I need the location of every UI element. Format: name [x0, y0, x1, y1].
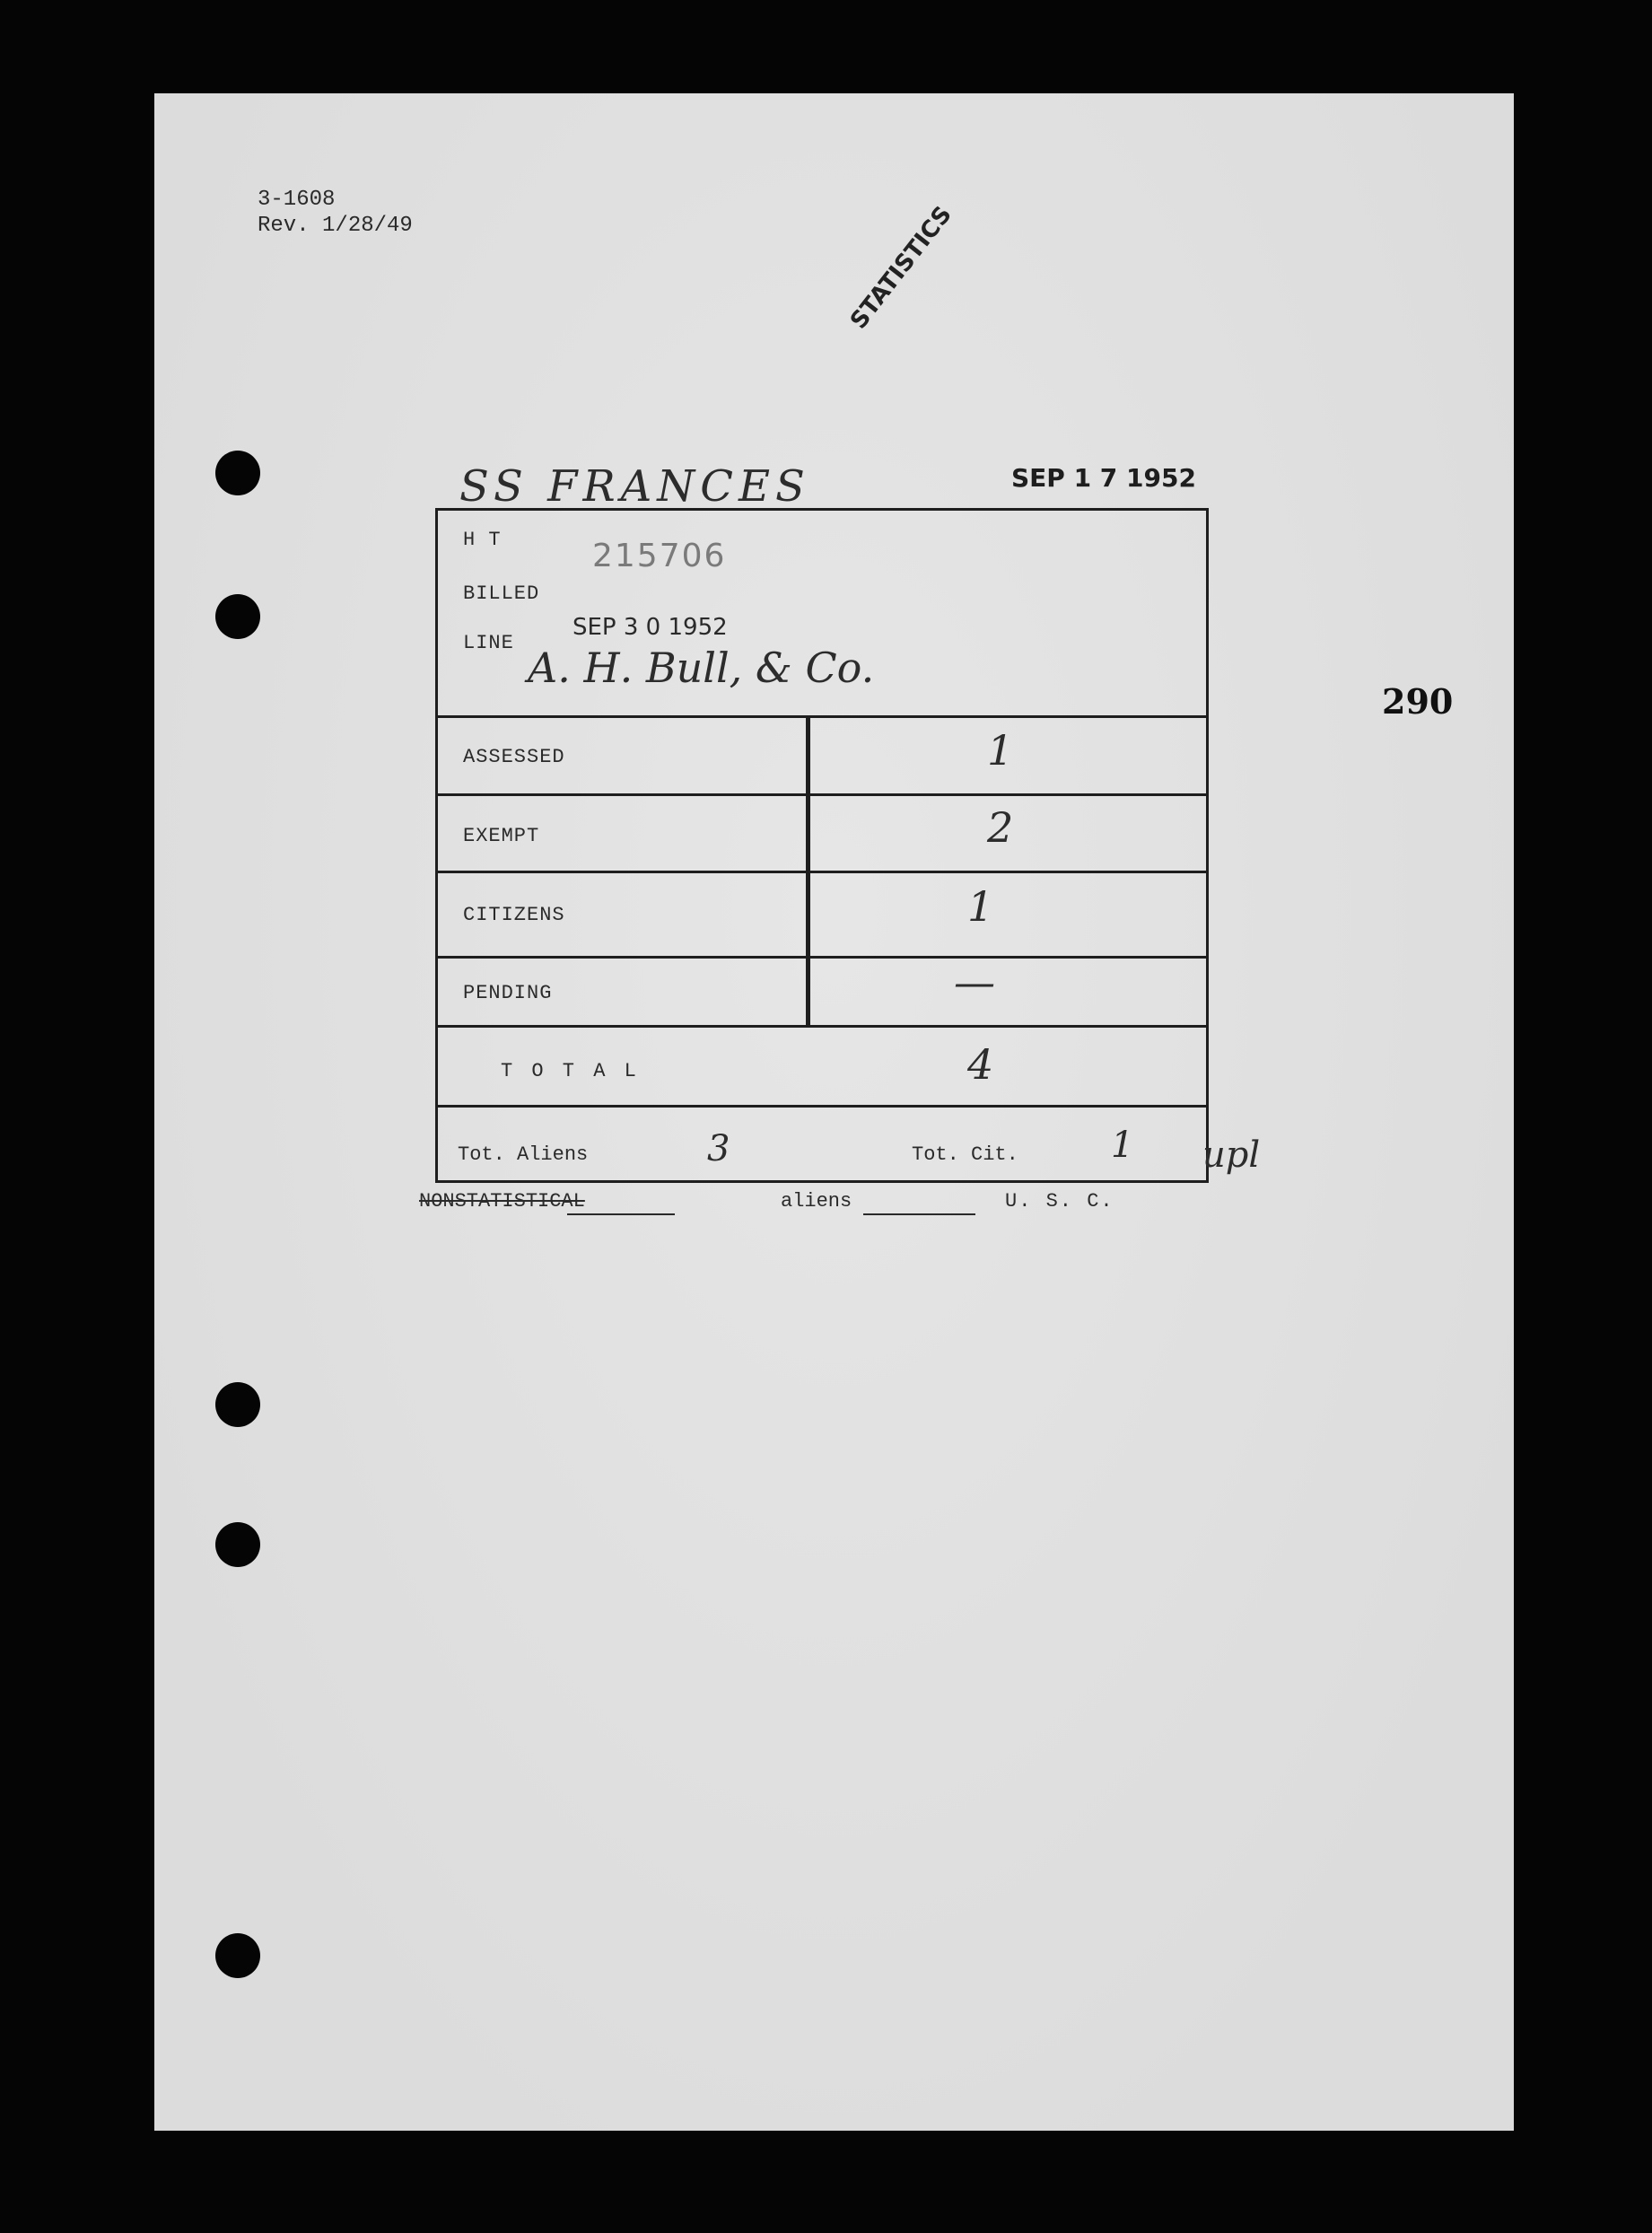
billed-label: BILLED	[463, 582, 540, 605]
total-label: T O T A L	[501, 1060, 640, 1082]
exempt-value: 2	[987, 803, 1014, 852]
tot-cit-value: 1	[1111, 1125, 1134, 1166]
statistics-stamp: STATISTICS	[845, 201, 957, 335]
usc-label: U. S. C.	[1005, 1190, 1114, 1213]
punch-hole	[215, 594, 260, 639]
form-number: 3-1608	[258, 188, 336, 212]
exempt-label: EXEMPT	[463, 825, 540, 847]
total-value: 4	[967, 1040, 994, 1089]
citizens-label: CITIZENS	[463, 904, 565, 926]
ht-number-stamp: 215706	[592, 538, 727, 574]
aliens-label: aliens	[781, 1190, 852, 1213]
received-date-stamp: SEP 1 7 1952	[1011, 463, 1196, 493]
pending-label: PENDING	[463, 982, 553, 1004]
nonstatistical-label: NONSTATISTICAL	[419, 1190, 585, 1213]
citizens-value: 1	[967, 882, 994, 931]
tot-aliens-value: 3	[707, 1128, 730, 1169]
form-revision: Rev. 1/28/49	[258, 214, 413, 238]
billed-date-stamp: SEP 3 0 1952	[573, 614, 728, 641]
pending-value: —	[954, 958, 995, 1006]
punch-hole	[215, 1522, 260, 1567]
punch-hole	[215, 1933, 260, 1978]
aliens-underline	[863, 1213, 975, 1215]
tot-aliens-label: Tot. Aliens	[458, 1143, 589, 1166]
line-value: A. H. Bull, & Co.	[528, 644, 875, 692]
assessed-value: 1	[987, 726, 1014, 775]
tot-cit-label: Tot. Cit.	[912, 1143, 1018, 1166]
tally-form	[435, 508, 1209, 1183]
page-number: 290	[1382, 681, 1454, 722]
line-label: LINE	[463, 632, 514, 654]
assessed-label: ASSESSED	[463, 746, 565, 768]
ht-label: H T	[463, 529, 502, 551]
nonstatistical-underline	[567, 1213, 675, 1215]
document-page	[154, 93, 1514, 2131]
inspector-initials: upl	[1202, 1134, 1261, 1176]
ship-name: SS FRANCES	[459, 461, 810, 512]
punch-hole	[215, 1382, 260, 1427]
punch-hole	[215, 451, 260, 495]
